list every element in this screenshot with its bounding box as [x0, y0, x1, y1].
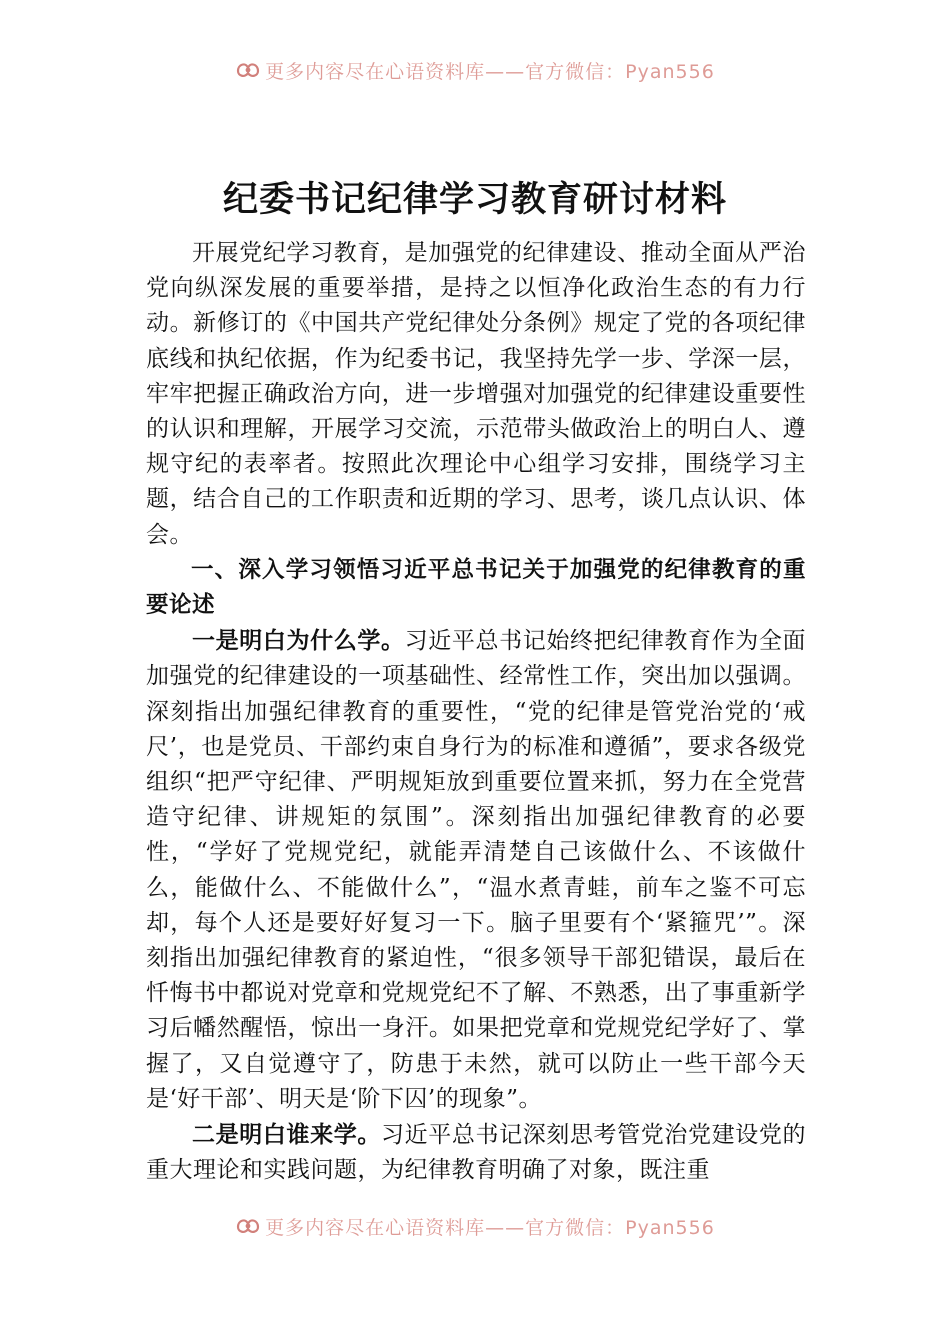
watermark-text: 更多内容尽在心语资料库——官方微信：Pyan556 [265, 60, 715, 83]
watermark-logo-icon [235, 59, 261, 81]
intro-paragraph [146, 236, 806, 553]
body-paragraph [146, 623, 806, 1117]
paragraph-text: 习近平总书记始终把纪律教育作为全面加强党的纪律建设的一项基础性、经常性工作，突出加以强调。深刻指出加强纪律教育的重要性，“党的纪律是管党治党的‘戒尺’，也是党员、干部约束自身行为的标准和遵循”，要求各级党组织“把严守纪律、严明规矩放到重要位置来抓，努力在全党营造守纪律、讲规矩的氛围”。深刻指出加强纪律教育的必要性，“学好了党规党纪，就能弄清楚自己该做什么、不该做什么，能做什么、不能做什么”，“温水煮青蛙，前车之鉴不可忘却，每个人还是要好好复习一下。脑子里要有个‘紧箍咒’”。深刻指出加强纪律教育的紧迫性，“很多领导干部犯错误，最后在忏悔书中都说对党章和党规党纪不了解、不熟悉，出了事重新学习后幡然醒悟，惊出一身汗。如果把党章和党规党纪学好了、掌握了，又自觉遵守了，防患于未然，就可以防止一些干部今天是‘好干部’、明天是‘阶下囚’的现象”。 [146, 628, 807, 1112]
paragraph-text: 习近平总书记深刻思考管党治党建设党的重大理论和实践问题，为纪律教育明确了对象，既注重 [146, 1122, 807, 1184]
document-title: 纪委书记纪律学习教育研讨材料 [222, 179, 727, 220]
body-paragraph [146, 1117, 806, 1188]
watermark-logo-icon [235, 1215, 261, 1237]
paragraph-lead: 一是明白为什么学。 [192, 627, 405, 655]
watermark-bottom [0, 1212, 950, 1240]
watermark-top [0, 56, 950, 84]
paragraph-text: 开展党纪学习教育，是加强党的纪律建设、推动全面从严治党向纵深发展的重要举措，是持之以恒净化政治生态的有力行动。新修订的《中国共产党纪律处分条例》规定了党的各项纪律底线和执纪依据，作为纪委书记，我坚持先学一步、学深一层，牢牢把握正确政治方向，进一步增强对加强党的纪律建设重要性的认识和理解，开展学习交流，示范带头做政治上的明白人、遵规守纪的表率者。按照此次理论中心组学习安排，围绕学习主题，结合自己的工作职责和近期的学习、思考，谈几点认识、体会。 [146, 240, 806, 548]
watermark-text: 更多内容尽在心语资料库——官方微信：Pyan556 [265, 1216, 715, 1239]
paragraph-lead: 二是明白谁来学。 [192, 1121, 381, 1149]
document-body [146, 236, 806, 1188]
section-heading: 一、深入学习领悟习近平总书记关于加强党的纪律教育的重要论述 [146, 556, 806, 619]
